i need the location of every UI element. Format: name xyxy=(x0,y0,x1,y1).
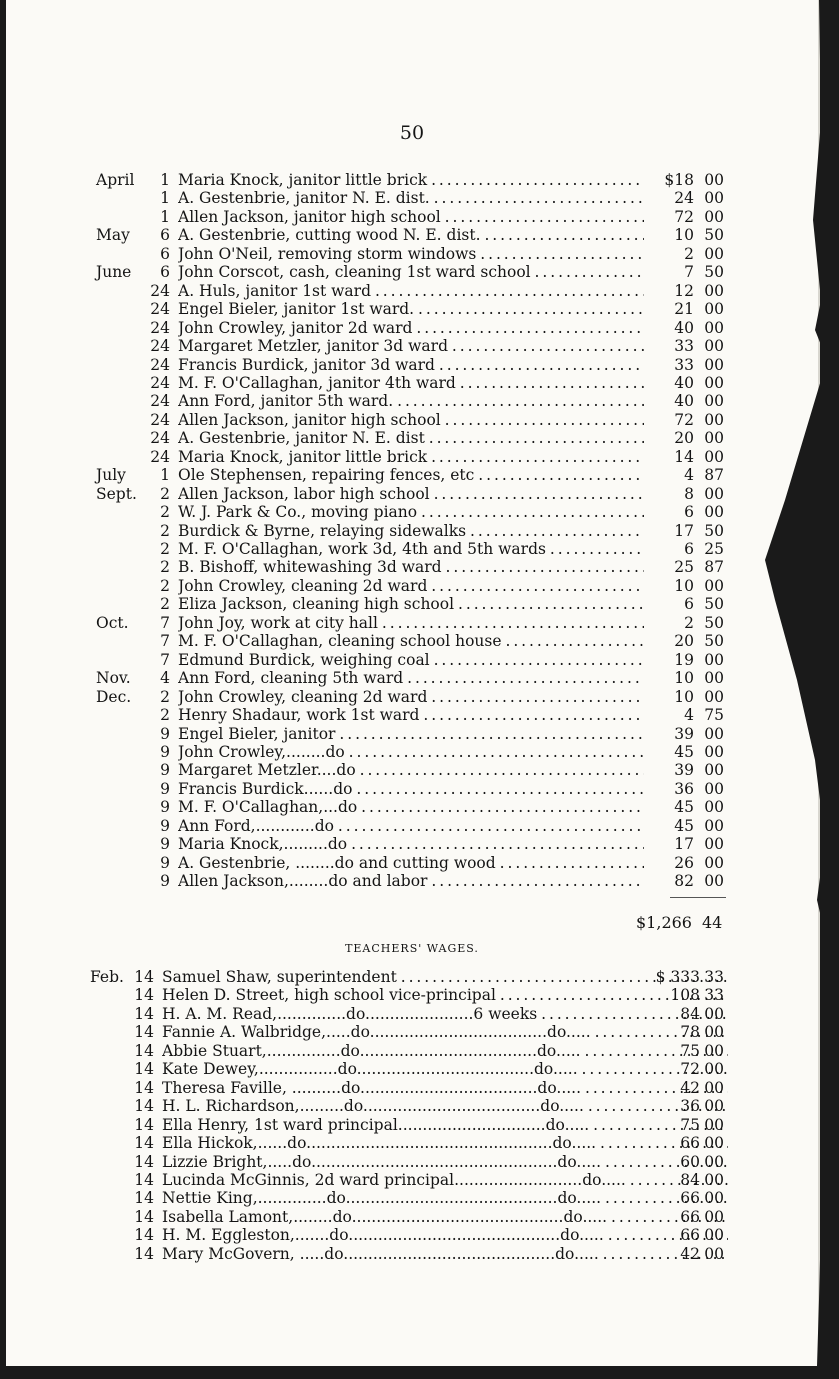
expense-row xyxy=(96,577,816,595)
expense-cents: 00 xyxy=(704,337,724,356)
teacher-row xyxy=(90,986,810,1004)
teacher-entry: Abbie Stuart,...............do....................................do..... . . . xyxy=(162,1042,728,1060)
expense-day: 9 xyxy=(160,835,170,854)
teacher-entry: Lucinda McGinnis, 2d ward principal..........................do..... . . . xyxy=(162,1171,728,1189)
teacher-day: 14 xyxy=(134,1152,154,1171)
expense-day: 24 xyxy=(150,447,170,466)
teacher-amount: 84 xyxy=(680,1004,700,1023)
expense-amount: 45 xyxy=(674,798,694,817)
expense-cents: 50 xyxy=(704,521,724,540)
expense-cents: 00 xyxy=(704,244,724,263)
expense-day: 2 xyxy=(160,521,170,540)
torn-page-edge xyxy=(755,0,839,1379)
expense-amount: 12 xyxy=(674,281,694,300)
expense-row xyxy=(96,171,816,189)
teacher-entry: Samuel Shaw, superintendent . . . xyxy=(162,968,728,986)
expense-entry: John Joy, work at city hall . . . xyxy=(178,614,644,632)
expense-cents: 87 xyxy=(704,558,724,577)
teacher-day: 14 xyxy=(134,1097,154,1116)
teacher-cents: 00 xyxy=(704,1226,724,1245)
teacher-day: 14 xyxy=(134,1004,154,1023)
expense-row xyxy=(96,780,816,798)
expense-day: 4 xyxy=(160,669,170,688)
expense-entry: Francis Burdick......do . . . xyxy=(178,780,644,798)
expense-row xyxy=(96,854,816,872)
expense-month: Nov. xyxy=(96,669,131,688)
teacher-entry: H. A. M. Read,..............do......................6 weeks . . . xyxy=(162,1005,728,1023)
teacher-day: 14 xyxy=(134,986,154,1005)
expense-row xyxy=(96,651,816,669)
expense-cents: 00 xyxy=(704,207,724,226)
expense-day: 1 xyxy=(160,466,170,485)
expense-cents: 00 xyxy=(704,576,724,595)
teacher-cents: 33 xyxy=(704,986,724,1005)
expense-row xyxy=(96,411,816,429)
expense-entry: A. Gestenbrie, ........do and cutting wood . . . xyxy=(178,854,644,872)
expense-entry: B. Bishoff, whitewashing 3d ward . . . xyxy=(178,558,644,576)
expense-month: June xyxy=(96,263,132,282)
expense-entry: Francis Burdick, janitor 3d ward . . . xyxy=(178,356,644,374)
expense-day: 24 xyxy=(150,392,170,411)
teacher-row xyxy=(90,1189,810,1207)
expense-entry: Burdick & Byrne, relaying sidewalks . . . xyxy=(178,522,644,540)
expense-amount: 45 xyxy=(674,816,694,835)
teacher-cents: 00 xyxy=(704,1207,724,1226)
expense-entry: Engel Bieler, janitor . . . xyxy=(178,725,644,743)
expense-amount: 14 xyxy=(674,447,694,466)
expense-row xyxy=(96,319,816,337)
expense-amount: 26 xyxy=(674,853,694,872)
expense-month: July xyxy=(96,466,126,485)
teacher-amount: 60 xyxy=(680,1152,700,1171)
expense-entry: Maria Knock, janitor little brick . . . xyxy=(178,171,644,189)
expense-amount: 45 xyxy=(674,742,694,761)
expense-row xyxy=(96,466,816,484)
expense-cents: 50 xyxy=(704,632,724,651)
teacher-cents: 00 xyxy=(704,1078,724,1097)
teacher-entry: Theresa Faville, ..........do....................................do..... . . . xyxy=(162,1079,728,1097)
expense-row xyxy=(96,872,816,890)
expense-row xyxy=(96,798,816,816)
expense-row xyxy=(96,595,816,613)
teacher-day: 14 xyxy=(134,968,154,986)
expense-amount: 20 xyxy=(674,632,694,651)
expense-entry: A. Huls, janitor 1st ward . . . xyxy=(178,282,644,300)
expense-entry: Allen Jackson, janitor high school . . . xyxy=(178,208,644,226)
expense-cents: 00 xyxy=(704,484,724,503)
teacher-amount: 78 xyxy=(680,1023,700,1042)
teacher-cents: 00 xyxy=(704,1004,724,1023)
expense-cents: 00 xyxy=(704,503,724,522)
expense-entry: A. Gestenbrie, janitor N. E. dist . . . xyxy=(178,429,644,447)
expense-row xyxy=(96,448,816,466)
expense-entry: M. F. O'Callaghan, janitor 4th ward . . . xyxy=(178,374,644,392)
expense-amount: 2 xyxy=(684,613,694,632)
expense-cents: 00 xyxy=(704,429,724,448)
expense-amount: 40 xyxy=(674,318,694,337)
expense-row xyxy=(96,632,816,650)
expense-cents: 50 xyxy=(704,263,724,282)
expense-cents: 00 xyxy=(704,724,724,743)
expense-row xyxy=(96,226,816,244)
expense-day: 6 xyxy=(160,244,170,263)
teacher-row xyxy=(90,1079,810,1097)
expense-amount: 39 xyxy=(674,761,694,780)
total-rule xyxy=(670,897,726,898)
expense-day: 9 xyxy=(160,742,170,761)
teacher-entry: H. M. Eggleston,.......do...........................................do..... . . . xyxy=(162,1226,728,1244)
expense-row xyxy=(96,725,816,743)
expense-cents: 00 xyxy=(704,835,724,854)
expense-row xyxy=(96,688,816,706)
teacher-amount: 66 xyxy=(680,1226,700,1245)
expense-month: April xyxy=(96,171,135,189)
expense-amount: 33 xyxy=(674,337,694,356)
expense-day: 24 xyxy=(150,355,170,374)
expense-row xyxy=(96,392,816,410)
expense-amount: 6 xyxy=(684,540,694,558)
expense-entry: Maria Knock,.........do . . . xyxy=(178,835,644,853)
expense-amount: 39 xyxy=(674,724,694,743)
expense-amount: 4 xyxy=(684,466,694,485)
teacher-amount: 108 xyxy=(670,986,700,1005)
teacher-row xyxy=(90,1005,810,1023)
expense-amount: 20 xyxy=(674,429,694,448)
expense-day: 6 xyxy=(160,226,170,245)
teacher-entry: Fannie A. Walbridge,.....do....................................do..... . . . xyxy=(162,1023,728,1041)
teacher-row xyxy=(90,1097,810,1115)
expense-row xyxy=(96,558,816,576)
expense-amount: 25 xyxy=(674,558,694,577)
expense-cents: 25 xyxy=(704,540,724,558)
expense-day: 1 xyxy=(160,189,170,208)
expense-amount: 10 xyxy=(674,669,694,688)
expense-cents: 00 xyxy=(704,447,724,466)
expense-day: 7 xyxy=(160,650,170,669)
teacher-cents: 00 xyxy=(704,1060,724,1079)
expense-cents: 00 xyxy=(704,798,724,817)
expense-amount: 10 xyxy=(674,576,694,595)
teacher-entry: Nettie King,..............do...........................................do..... . . . xyxy=(162,1189,728,1207)
teacher-day: 14 xyxy=(134,1244,154,1263)
expense-amount: 4 xyxy=(684,706,694,725)
expense-row xyxy=(96,761,816,779)
expense-cents: 87 xyxy=(704,466,724,485)
teacher-day: 14 xyxy=(134,1189,154,1208)
expense-row xyxy=(96,337,816,355)
expense-row xyxy=(96,208,816,226)
expense-row xyxy=(96,817,816,835)
expense-row xyxy=(96,522,816,540)
expense-cents: 00 xyxy=(704,410,724,429)
expense-day: 24 xyxy=(150,410,170,429)
expense-amount: $18 xyxy=(664,171,694,189)
teacher-cents: 00 xyxy=(704,1170,724,1189)
expense-day: 2 xyxy=(160,503,170,522)
expense-row xyxy=(96,282,816,300)
expense-entry: M. F. O'Callaghan, work 3d, 4th and 5th wards . . . xyxy=(178,540,644,558)
expense-amount: 40 xyxy=(674,392,694,411)
teacher-entry: Ella Henry, 1st ward principal..............................do..... . . . xyxy=(162,1116,728,1134)
teacher-amount: 66 xyxy=(680,1134,700,1153)
expense-entry: John Crowley, cleaning 2d ward . . . xyxy=(178,577,644,595)
expense-amount: 21 xyxy=(674,300,694,319)
expense-amount: 82 xyxy=(674,872,694,891)
expense-entry: Margaret Metzler, janitor 3d ward . . . xyxy=(178,337,644,355)
expense-amount: 72 xyxy=(674,410,694,429)
teacher-row xyxy=(90,1153,810,1171)
expense-cents: 00 xyxy=(704,761,724,780)
teacher-cents: 33 xyxy=(704,968,724,986)
teacher-cents: 00 xyxy=(704,1134,724,1153)
expense-amount: 19 xyxy=(674,650,694,669)
expense-day: 2 xyxy=(160,484,170,503)
expense-amount: 8 xyxy=(684,484,694,503)
expense-cents: 00 xyxy=(704,687,724,706)
expense-amount: 17 xyxy=(674,521,694,540)
expense-row xyxy=(96,540,816,558)
expense-amount: 17 xyxy=(674,835,694,854)
teacher-day: 14 xyxy=(134,1041,154,1060)
expense-day: 2 xyxy=(160,706,170,725)
teacher-row xyxy=(90,1226,810,1244)
total-amount: $1,266 xyxy=(636,913,692,932)
expense-cents: 00 xyxy=(704,281,724,300)
teacher-day: 14 xyxy=(134,1226,154,1245)
expense-day: 24 xyxy=(150,300,170,319)
expense-amount: 72 xyxy=(674,207,694,226)
expense-entry: A. Gestenbrie, cutting wood N. E. dist. . . . xyxy=(178,226,644,244)
teacher-cents: 00 xyxy=(704,1097,724,1116)
expense-entry: Allen Jackson, janitor high school . . . xyxy=(178,411,644,429)
expense-amount: 6 xyxy=(684,595,694,614)
teacher-amount: 42 xyxy=(680,1078,700,1097)
expense-row xyxy=(96,669,816,687)
expense-amount: 6 xyxy=(684,503,694,522)
expense-day: 24 xyxy=(150,337,170,356)
teacher-amount: 84 xyxy=(680,1170,700,1189)
expense-day: 24 xyxy=(150,281,170,300)
expense-entry: Ann Ford,............do . . . xyxy=(178,817,644,835)
expense-cents: 00 xyxy=(704,392,724,411)
expense-entry: Margaret Metzler....do . . . xyxy=(178,761,644,779)
expense-month: Oct. xyxy=(96,613,129,632)
expense-row xyxy=(96,485,816,503)
expense-entry: John O'Neil, removing storm windows . . . xyxy=(178,245,644,263)
teacher-amount: 72 xyxy=(680,1060,700,1079)
teacher-amount: 66 xyxy=(680,1207,700,1226)
teacher-row xyxy=(90,1116,810,1134)
teacher-cents: 00 xyxy=(704,1152,724,1171)
expense-day: 9 xyxy=(160,816,170,835)
expense-day: 9 xyxy=(160,798,170,817)
expense-day: 9 xyxy=(160,872,170,891)
teacher-entry: Mary McGovern, .....do...........................................do..... . . . xyxy=(162,1245,728,1263)
teacher-day: 14 xyxy=(134,1134,154,1153)
expense-amount: 10 xyxy=(674,226,694,245)
teacher-day: 14 xyxy=(134,1023,154,1042)
expense-cents: 00 xyxy=(704,373,724,392)
expense-day: 24 xyxy=(150,429,170,448)
expense-cents: 00 xyxy=(704,650,724,669)
teacher-amount: 36 xyxy=(680,1097,700,1116)
expense-row xyxy=(96,743,816,761)
expense-entry: M. F. O'Callaghan,...do . . . xyxy=(178,798,644,816)
expense-amount: 33 xyxy=(674,355,694,374)
teacher-row xyxy=(90,1208,810,1226)
expense-amount: 36 xyxy=(674,779,694,798)
teacher-cents: 00 xyxy=(704,1189,724,1208)
teacher-entry: Lizzie Bright,.....do..................................................do..... . . . xyxy=(162,1153,728,1171)
teacher-row xyxy=(90,1134,810,1152)
expense-cents: 00 xyxy=(704,742,724,761)
teacher-cents: 00 xyxy=(704,1041,724,1060)
expense-day: 9 xyxy=(160,724,170,743)
document-page xyxy=(6,0,820,1366)
expense-cents: 50 xyxy=(704,595,724,614)
expense-cents: 00 xyxy=(704,779,724,798)
expense-amount: 10 xyxy=(674,687,694,706)
teacher-amount: 42 xyxy=(680,1244,700,1263)
expense-entry: Engel Bieler, janitor 1st ward. . . . xyxy=(178,300,644,318)
expense-entry: Allen Jackson, labor high school . . . xyxy=(178,485,644,503)
expense-cents: 75 xyxy=(704,706,724,725)
expense-entry: M. F. O'Callaghan, cleaning school house . . . xyxy=(178,632,644,650)
expense-row xyxy=(96,706,816,724)
expense-cents: 00 xyxy=(704,171,724,189)
teacher-row xyxy=(90,1042,810,1060)
teacher-row xyxy=(90,1023,810,1041)
teacher-entry: Kate Dewey,................do....................................do..... . . . xyxy=(162,1060,728,1078)
expense-entry: John Crowley,........do . . . xyxy=(178,743,644,761)
teacher-amount: 75 xyxy=(680,1041,700,1060)
expense-entry: Ann Ford, cleaning 5th ward . . . xyxy=(178,669,644,687)
teacher-month: Feb. xyxy=(90,968,124,986)
expense-entry: Eliza Jackson, cleaning high school . . . xyxy=(178,595,644,613)
expense-entry: W. J. Park & Co., moving piano . . . xyxy=(178,503,644,521)
expense-entry: Edmund Burdick, weighing coal . . . xyxy=(178,651,644,669)
expense-day: 24 xyxy=(150,318,170,337)
expense-cents: 00 xyxy=(704,853,724,872)
expense-entry: Henry Shadaur, work 1st ward . . . xyxy=(178,706,644,724)
expense-row xyxy=(96,429,816,447)
section-title-teachers-wages: TEACHERS' WAGES. xyxy=(345,942,479,955)
expense-cents: 00 xyxy=(704,318,724,337)
teacher-day: 14 xyxy=(134,1078,154,1097)
teacher-day: 14 xyxy=(134,1115,154,1134)
teacher-row xyxy=(90,1171,810,1189)
expense-day: 2 xyxy=(160,576,170,595)
expense-day: 7 xyxy=(160,632,170,651)
expense-entry: John Corscot, cash, cleaning 1st ward school . . . xyxy=(178,263,644,281)
expense-cents: 50 xyxy=(704,613,724,632)
expense-day: 2 xyxy=(160,540,170,558)
teacher-entry: Isabella Lamont,........do...........................................do..... . . . xyxy=(162,1208,728,1226)
expense-entry: Maria Knock, janitor little brick . . . xyxy=(178,448,644,466)
expense-cents: 00 xyxy=(704,872,724,891)
expense-row xyxy=(96,356,816,374)
expense-row xyxy=(96,263,816,281)
expense-amount: 24 xyxy=(674,189,694,208)
expense-row xyxy=(96,614,816,632)
expense-month: Sept. xyxy=(96,484,137,503)
teacher-entry: Helen D. Street, high school vice-principal . . . xyxy=(162,986,728,1004)
teacher-day: 14 xyxy=(134,1170,154,1189)
expense-entry: John Crowley, janitor 2d ward . . . xyxy=(178,319,644,337)
expense-row xyxy=(96,300,816,318)
expense-entry: Ann Ford, janitor 5th ward. . . . xyxy=(178,392,644,410)
total-cents: 44 xyxy=(702,913,723,932)
expense-day: 2 xyxy=(160,687,170,706)
teacher-row xyxy=(90,1245,810,1263)
expense-cents: 00 xyxy=(704,300,724,319)
teacher-day: 14 xyxy=(134,1207,154,1226)
expense-cents: 00 xyxy=(704,355,724,374)
expense-day: 9 xyxy=(160,761,170,780)
expense-cents: 50 xyxy=(704,226,724,245)
expense-row xyxy=(96,374,816,392)
expense-amount: 7 xyxy=(684,263,694,282)
teacher-entry: Ella Hickok,......do..................................................do..... . . . xyxy=(162,1134,728,1152)
expense-entry: Ole Stephensen, repairing fences, etc . . . xyxy=(178,466,644,484)
expense-day: 1 xyxy=(160,207,170,226)
teacher-entry: H. L. Richardson,.........do....................................do..... . . . xyxy=(162,1097,728,1115)
expense-day: 9 xyxy=(160,853,170,872)
expense-amount: 2 xyxy=(684,244,694,263)
teacher-cents: 00 xyxy=(704,1023,724,1042)
teacher-row xyxy=(90,1060,810,1078)
page-number: 50 xyxy=(399,122,425,144)
teacher-day: 14 xyxy=(134,1060,154,1079)
expense-day: 7 xyxy=(160,613,170,632)
expense-cents: 00 xyxy=(704,816,724,835)
teacher-amount: 75 xyxy=(680,1115,700,1134)
teacher-amount: 66 xyxy=(680,1189,700,1208)
expense-month: May xyxy=(96,226,130,245)
expense-day: 6 xyxy=(160,263,170,282)
expense-entry: John Crowley, cleaning 2d ward . . . xyxy=(178,688,644,706)
expense-day: 2 xyxy=(160,595,170,614)
expense-row xyxy=(96,189,816,207)
expense-day: 24 xyxy=(150,373,170,392)
expense-row xyxy=(96,503,816,521)
expense-day: 2 xyxy=(160,558,170,577)
expense-cents: 00 xyxy=(704,669,724,688)
teacher-cents: 00 xyxy=(704,1115,724,1134)
expense-cents: 00 xyxy=(704,189,724,208)
teacher-row xyxy=(90,968,810,986)
expense-row xyxy=(96,835,816,853)
expense-entry: A. Gestenbrie, janitor N. E. dist. . . . xyxy=(178,189,644,207)
expense-entry: Allen Jackson,........do and labor . . . xyxy=(178,872,644,890)
teacher-amount: $ 333 xyxy=(655,968,700,986)
expense-amount: 40 xyxy=(674,373,694,392)
teacher-cents: 00 xyxy=(704,1244,724,1263)
expense-day: 9 xyxy=(160,779,170,798)
expense-row xyxy=(96,245,816,263)
expense-day: 1 xyxy=(160,171,170,189)
expense-month: Dec. xyxy=(96,687,132,706)
